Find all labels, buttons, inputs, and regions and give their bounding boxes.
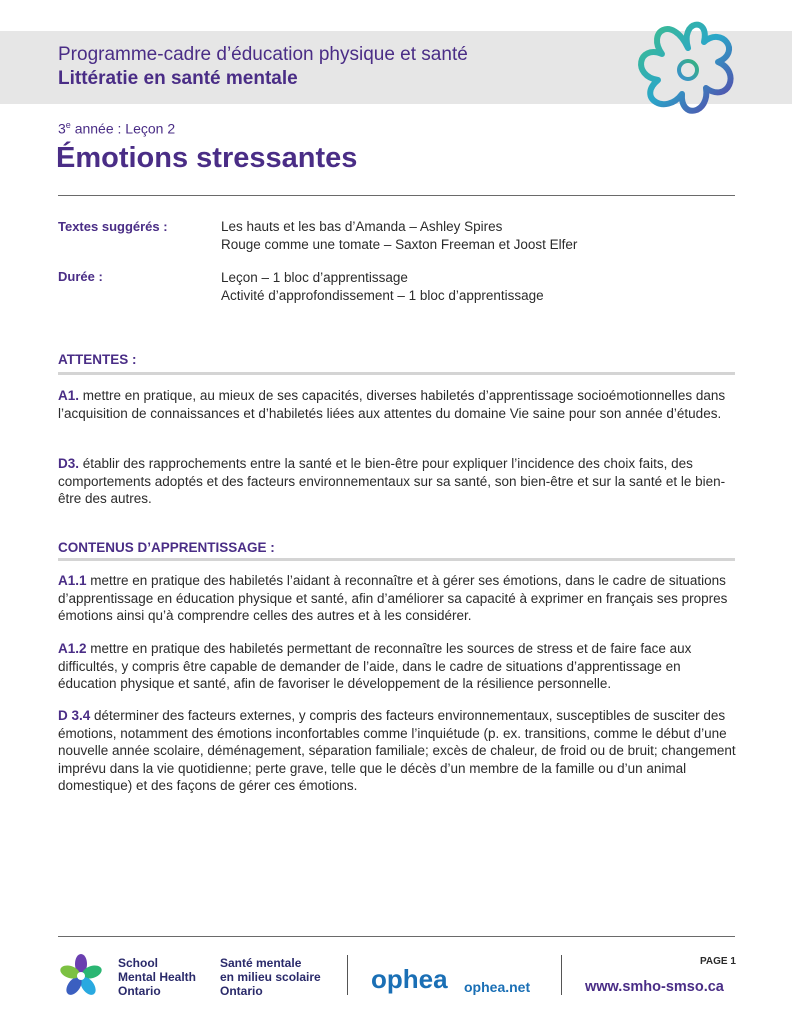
footer-separator	[347, 955, 348, 995]
duration-item: Activité d’approfondissement – 1 bloc d’apprentissage	[221, 287, 544, 303]
suggested-text-item: Les hauts et les bas d’Amanda – Ashley Spires	[221, 219, 503, 234]
smho-flower-logo	[628, 12, 748, 128]
duration-item: Leçon – 1 bloc d’apprentissage	[221, 270, 408, 285]
suggested-texts-label: Textes suggérés :	[58, 219, 168, 234]
expectation-a1: A1. mettre en pratique, au mieux de ses capacités, diverses habiletés d’apprentissage socioémotionnelles dans l’acquisition de connaissances et d’habiletés liées aux attentes du domaine Vie saine pour son année d’études.	[58, 388, 726, 421]
program-subtitle: Littératie en santé mentale	[58, 68, 298, 89]
smho-flower-small-icon	[58, 953, 104, 999]
suggested-text-item: Rouge comme une tomate – Saxton Freeman et Joost Elfer	[221, 236, 578, 252]
page-number: PAGE 1	[700, 956, 736, 967]
content-a1-2: A1.2 mettre en pratique des habiletés permettant de reconnaître les sources de stress et de faire face aux difficultés, y compris être capable de demander de l’aide, dans le cadre de situations d’apprentissage en éducation physique et santé, afin de favoriser le développement de la résilience personnelle.	[58, 641, 692, 691]
expectations-rule	[58, 372, 735, 375]
footer-divider	[58, 936, 735, 937]
smho-name-en: School Mental Health Ontario	[118, 956, 197, 998]
title-divider	[58, 195, 735, 196]
lesson-label: 3e année : Leçon 2	[58, 120, 176, 137]
smho-name-fr: Santé mentale en milieu scolaire Ontario	[220, 956, 321, 998]
expectation-d3: D3. établir des rapprochements entre la santé et le bien-être pour expliquer l’incidence des choix faits, des comportements adoptés et des facteurs environnementaux sur sa santé, son bien-être et sur la santé et le bien-être des autres.	[58, 456, 726, 506]
duration-label: Durée :	[58, 269, 103, 284]
content-heading: CONTENUS D’APPRENTISSAGE :	[58, 540, 275, 555]
ophea-circle-logo: ophea	[371, 964, 448, 994]
content-a1-1: A1.1 mettre en pratique des habiletés l’aidant à reconnaître et à gérer ses émotions, dans le cadre de situations d’apprentissage en éducation physique et santé, afin d’améliorer sa capacité à exprimer en français ses propres émotions ainsi qu’à comprendre celles des autres et à les considérer.	[58, 573, 728, 623]
program-title: Programme-cadre d’éducation physique et santé	[58, 44, 468, 65]
website-link[interactable]: www.smho-smso.ca	[585, 979, 724, 995]
ophea-link[interactable]: ophea.net	[464, 979, 531, 995]
page-title: Émotions stressantes	[56, 142, 358, 174]
content-d3-4: D 3.4 déterminer des facteurs externes, y compris des facteurs environnementaux, susceptibles de susciter des émotions, notamment des émotions inconfortables comme l’inquiétude (p. ex. transitions, comme le début d’une nouvelle année scolaire, déménagement, séparation familiale; excès de chaleur, de froid ou de bruit; changement imprévu dans la vie quotidienne; perte grave, telle que le décès d’un membre de la famille ou d’un animal domestique) et des façons de gérer ces émotions.	[58, 708, 736, 793]
footer-separator	[561, 955, 562, 995]
content-rule	[58, 558, 735, 561]
expectations-heading: ATTENTES :	[58, 352, 137, 367]
durations	[221, 269, 544, 304]
suggested-texts	[221, 218, 577, 253]
